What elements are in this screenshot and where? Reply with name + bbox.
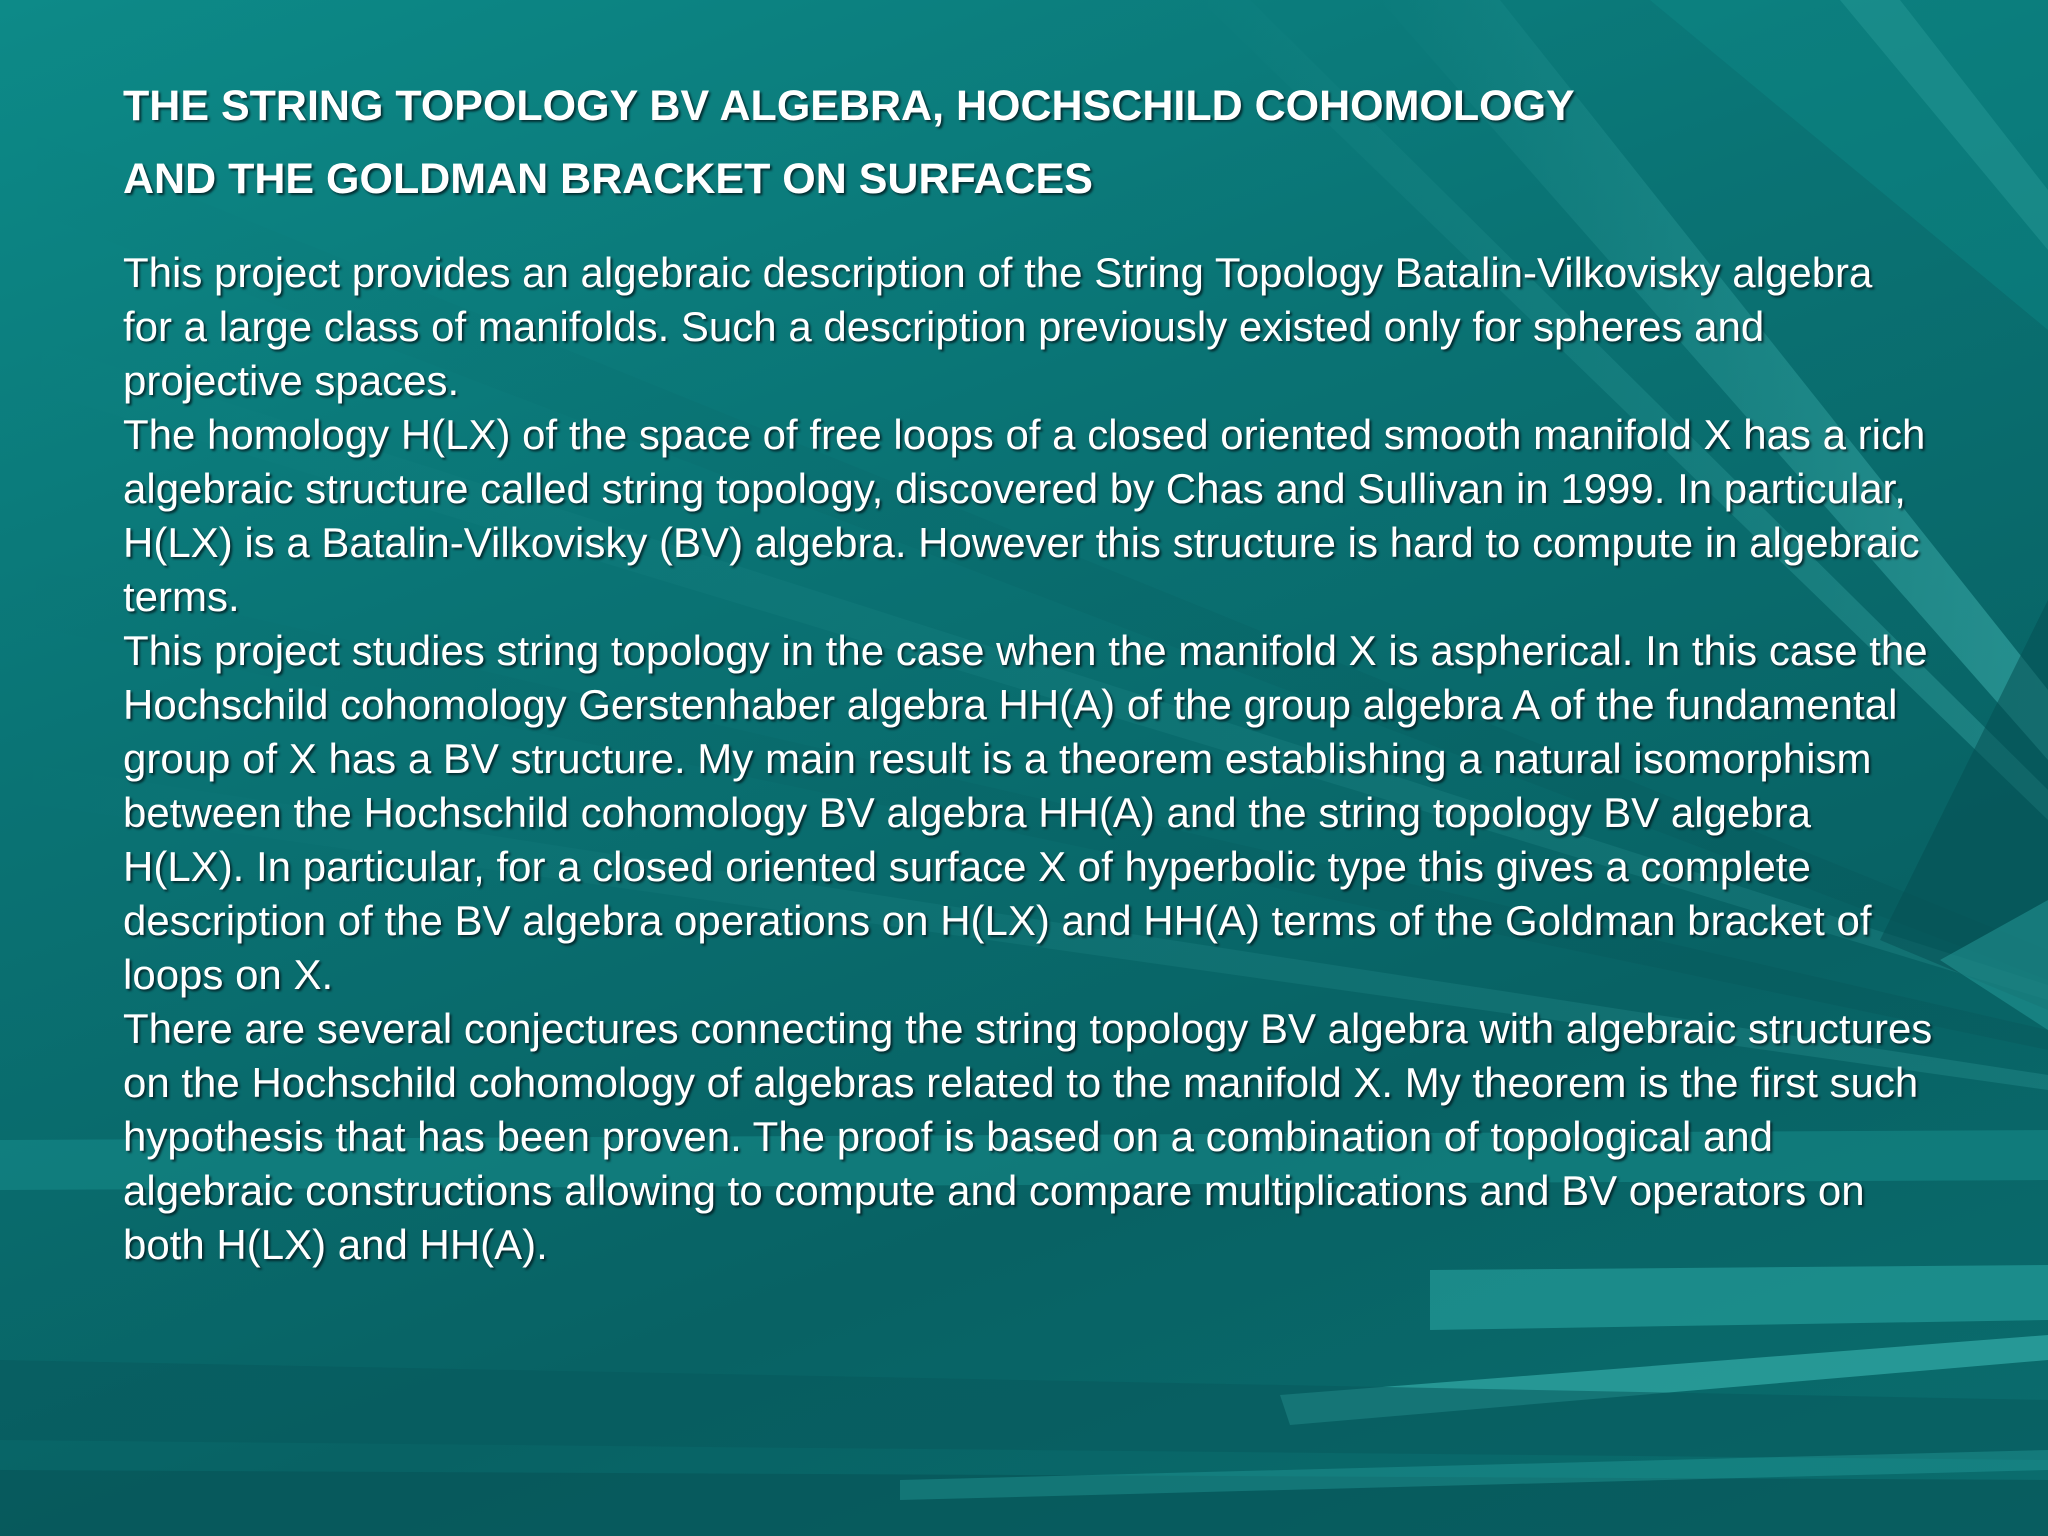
title-line-1: THE STRING TOPOLOGY BV ALGEBRA, HOCHSCHILD COHOMOLOGY xyxy=(123,82,1575,130)
paragraph-aspherical: This project studies string topology in the case when the manifold X is aspherical. In this case the Hochschild cohomology Gerstenhaber algebra HH(A) of the group algebra A of the fundamental group of X has a BV structure. My main result is a theorem establishing a natural isomorphism between the Hochschild cohomology BV algebra HH(A) and the string topology BV algebra H(LX). In particular, for a closed oriented surface X of hyperbolic type this gives a complete description of the BV algebra operations on H(LX) and HH(A) terms of the Goldman bracket of loops on X. xyxy=(123,627,1928,998)
slide-title xyxy=(123,70,1933,216)
paragraph-conjectures: There are several conjectures connecting the string topology BV algebra with algebraic structures on the Hochschild cohomology of algebras related to the manifold X. My theorem is the first such hypothesis that has been proven. The proof is based on a combination of topological and algebraic constructions allowing to compute and compare multiplications and BV operators on both H(LX) and HH(A). xyxy=(123,1005,1933,1268)
paragraph-homology: The homology H(LX) of the space of free loops of a closed oriented smooth manifold X has a rich algebraic structure called string topology, discovered by Chas and Sullivan in 1999. In particular, H(LX) is a Batalin-Vilkovisky (BV) algebra. However this structure is hard to compute in algebraic terms. xyxy=(123,411,1926,620)
title-line-2: AND THE GOLDMAN BRACKET ON SURFACES xyxy=(123,155,1093,203)
slide-body xyxy=(123,246,1933,1272)
slide-content xyxy=(123,70,1933,1272)
paragraph-intro: This project provides an algebraic description of the String Topology Batalin-Vilkovisky algebra for a large class of manifolds. Such a description previously existed only for spheres and projective spaces. xyxy=(123,249,1873,404)
